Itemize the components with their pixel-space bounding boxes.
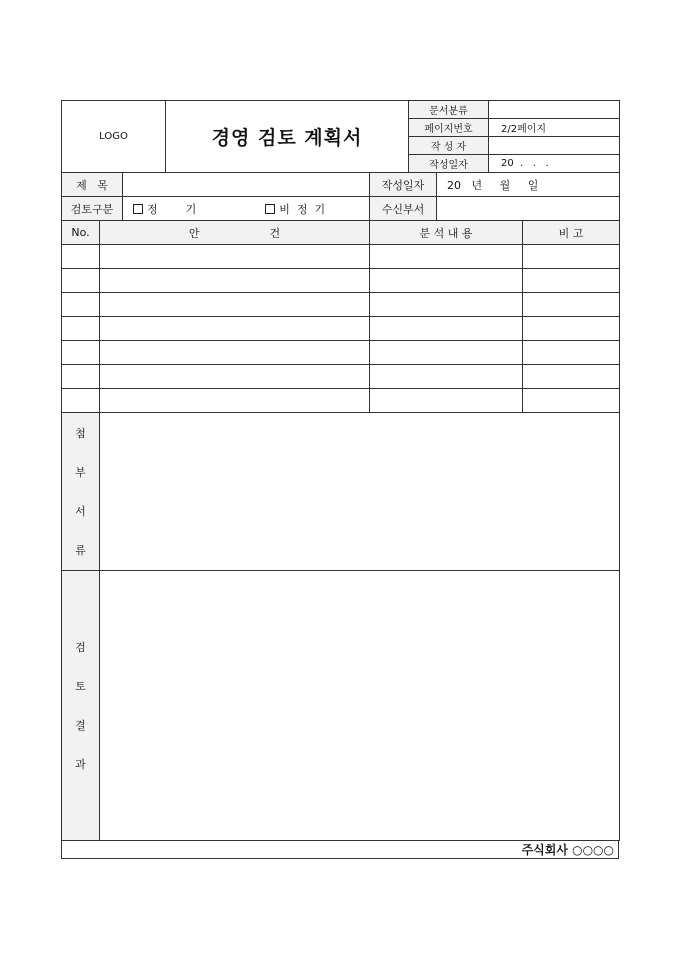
review-type-options (123, 197, 370, 221)
logo: LOGO (62, 101, 166, 173)
row-analysis-cell[interactable] (370, 341, 523, 365)
row-analysis-cell[interactable] (370, 293, 523, 317)
review-result-content[interactable] (100, 571, 620, 841)
row-analysis-cell[interactable] (370, 365, 523, 389)
date-label: 작성일자 (370, 173, 437, 197)
page-title: 경영 검토 계획서 (166, 101, 409, 173)
meta-value-page: 2/2페이지 (489, 119, 620, 137)
meta-value-category[interactable] (489, 101, 620, 119)
meta-label-category: 문서분류 (409, 101, 489, 119)
subject-label: 제 목 (62, 173, 123, 197)
row-agenda-cell[interactable] (100, 293, 370, 317)
row-remarks-cell[interactable] (523, 293, 620, 317)
row-no-cell[interactable] (62, 269, 100, 293)
row-no-cell[interactable] (62, 245, 100, 269)
meta-value-date[interactable]: 20 . . . (489, 155, 620, 173)
row-analysis-cell[interactable] (370, 389, 523, 413)
row-remarks-cell[interactable] (523, 317, 620, 341)
review-type-label: 검토구분 (62, 197, 123, 221)
header-table (61, 100, 620, 173)
row-no-cell[interactable] (62, 365, 100, 389)
checkbox-icon[interactable] (265, 204, 275, 214)
row-agenda-cell[interactable] (100, 365, 370, 389)
attachments-table (61, 412, 620, 571)
dept-field[interactable] (437, 197, 620, 221)
footer-table (61, 840, 619, 859)
meta-value-author[interactable] (489, 137, 620, 155)
table-row (62, 389, 620, 413)
checkbox-icon[interactable] (133, 204, 143, 214)
row-no-cell[interactable] (62, 317, 100, 341)
review-result-label: 검 토 결 과 (62, 571, 100, 841)
irregular-option[interactable]: 비 정 기 (265, 203, 325, 216)
row-remarks-cell[interactable] (523, 245, 620, 269)
row-remarks-cell[interactable] (523, 341, 620, 365)
attachments-label: 첨 부 서 류 (62, 413, 100, 571)
info-table (61, 172, 620, 221)
company-name: 주식회사 ○○○○ (62, 841, 619, 859)
row-agenda-cell[interactable] (100, 341, 370, 365)
row-no-cell[interactable] (62, 389, 100, 413)
col-header-remarks: 비 고 (523, 221, 620, 245)
table-row (62, 269, 620, 293)
table-row (62, 341, 620, 365)
dept-label: 수신부서 (370, 197, 437, 221)
row-agenda-cell[interactable] (100, 245, 370, 269)
attachments-content[interactable] (100, 413, 620, 571)
subject-field[interactable] (123, 173, 370, 197)
table-row (62, 317, 620, 341)
date-field[interactable]: 20 년 월 일 (437, 173, 620, 197)
row-remarks-cell[interactable] (523, 389, 620, 413)
table-row (62, 245, 620, 269)
table-row (62, 365, 620, 389)
regular-option[interactable]: 정 기 (133, 203, 196, 216)
row-analysis-cell[interactable] (370, 269, 523, 293)
row-remarks-cell[interactable] (523, 365, 620, 389)
meta-label-page: 페이지번호 (409, 119, 489, 137)
table-row (62, 293, 620, 317)
row-agenda-cell[interactable] (100, 317, 370, 341)
col-header-agenda: 안 건 (100, 221, 370, 245)
col-header-analysis: 분 석 내 용 (370, 221, 523, 245)
row-analysis-cell[interactable] (370, 245, 523, 269)
row-remarks-cell[interactable] (523, 269, 620, 293)
agenda-table (61, 220, 620, 413)
document-form (61, 100, 619, 859)
col-header-no: No. (62, 221, 100, 245)
meta-label-date: 작성일자 (409, 155, 489, 173)
meta-label-author: 작 성 자 (409, 137, 489, 155)
row-no-cell[interactable] (62, 293, 100, 317)
row-no-cell[interactable] (62, 341, 100, 365)
review-result-table (61, 570, 620, 841)
row-agenda-cell[interactable] (100, 269, 370, 293)
row-agenda-cell[interactable] (100, 389, 370, 413)
row-analysis-cell[interactable] (370, 317, 523, 341)
